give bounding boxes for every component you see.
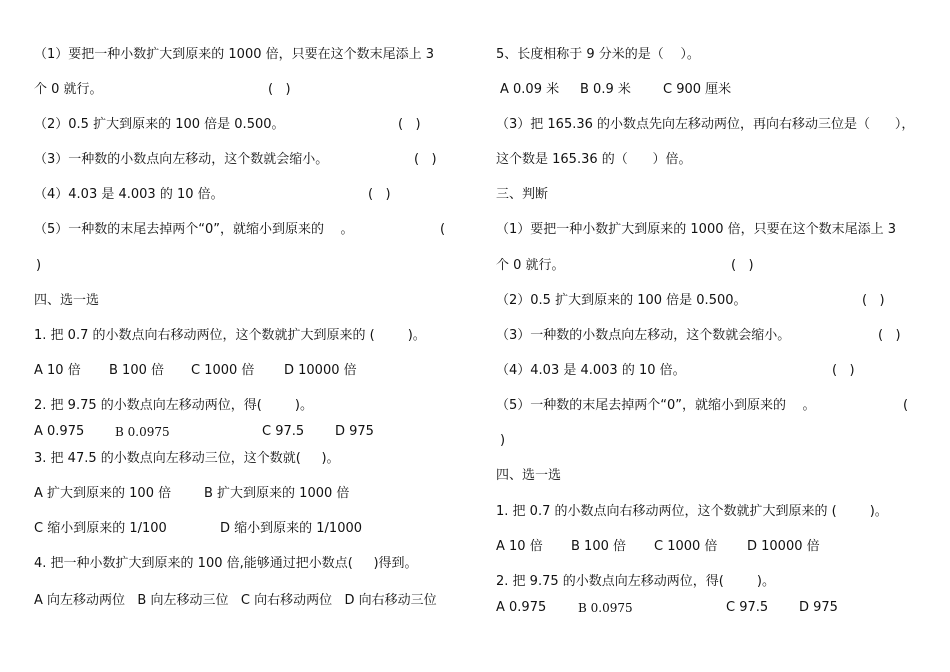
option-b: B 0.0975 [578,601,633,615]
judge-1-line-2: 个 0 就行。 [34,82,103,97]
answer-bracket-close: ) [36,258,42,273]
judge-4: （4）4.03 是 4.003 的 10 倍。 [34,187,224,202]
answer-bracket: ( ) [878,328,901,343]
fill-question-3-line-2: 这个数是 165.36 的（ ）倍。 [496,152,692,167]
option-c: C 1000 倍 [654,539,718,554]
option-a: A 10 倍 [496,539,543,554]
judge-5: （5）一种数的末尾去掉两个“0”，就缩小到原来的 。 [34,222,354,237]
option-b: B 100 倍 [571,539,626,554]
option-b: B 100 倍 [109,363,164,378]
option-a: A 0.975 [496,600,547,615]
option-d: D 10000 倍 [747,539,820,554]
answer-bracket: ( ) [414,152,437,167]
option-b: B 0.9 米 [580,82,631,97]
option-d: D 975 [799,600,838,615]
option-c: C 97.5 [726,600,769,615]
option-c: C 900 厘米 [663,82,732,97]
choice-question-5: 5、长度相称于 9 分米的是（ ）。 [496,47,700,62]
choice-question-2: 2. 把 9.75 的小数点向左移动两位，得( )。 [496,574,775,589]
option-c: C 1000 倍 [191,363,255,378]
judge-3: （3）一种数的小数点向左移动，这个数就会缩小。 [34,152,329,167]
answer-bracket: ( ) [398,117,421,132]
choice-question-1: 1. 把 0.7 的小数点向右移动两位，这个数就扩大到原来的 ( )。 [496,504,888,519]
judge-4: （4）4.03 是 4.003 的 10 倍。 [496,363,686,378]
judge-1-line-2: 个 0 就行。 [496,258,565,273]
option-c: C 缩小到原来的 1/100 [34,521,167,536]
answer-bracket-open: ( [440,222,446,237]
judge-2: （2）0.5 扩大到原来的 100 倍是 0.500。 [34,117,285,132]
option-a: A 0.975 [34,424,85,439]
option-c: C 97.5 [262,424,305,439]
option-a: A 扩大到原来的 100 倍 [34,486,172,501]
judge-1-line-1: （1）要把一种小数扩大到原来的 1000 倍，只要在这个数末尾添上 3 [34,47,435,62]
fill-question-3-line-1: （3）把 165.36 的小数点先向左移动两位，再向右移动三位是（ ）， [496,117,915,132]
option-a: A 0.09 米 [500,82,560,97]
section-heading: 三、判断 [496,187,549,202]
option-d: D 10000 倍 [284,363,357,378]
option-b: B 0.0975 [115,425,170,439]
choice-question-4: 4. 把一种小数扩大到原来的 100 倍,能够通过把小数点( )得到。 [34,556,418,571]
option-b: B 扩大到原来的 1000 倍 [204,486,350,501]
answer-bracket: ( ) [268,82,291,97]
judge-5: （5）一种数的末尾去掉两个“0”，就缩小到原来的 。 [496,398,816,413]
choice-question-1: 1. 把 0.7 的小数点向右移动两位，这个数就扩大到原来的 ( )。 [34,328,426,343]
answer-bracket: ( ) [832,363,855,378]
answer-bracket: ( ) [731,258,754,273]
choice-question-3: 3. 把 47.5 的小数点向左移动三位，这个数就( )。 [34,451,340,466]
judge-3: （3）一种数的小数点向左移动，这个数就会缩小。 [496,328,791,343]
option-d: D 975 [335,424,374,439]
choice-question-2: 2. 把 9.75 的小数点向左移动两位，得( )。 [34,398,313,413]
option-d: D 缩小到原来的 1/1000 [220,521,363,536]
answer-bracket: ( ) [368,187,391,202]
section-heading: 四、选一选 [496,468,562,483]
answer-bracket: ( ) [862,293,885,308]
answer-bracket-close: ) [500,433,506,448]
judge-1-line-1: （1）要把一种小数扩大到原来的 1000 倍，只要在这个数末尾添上 3 [496,222,897,237]
judge-2: （2）0.5 扩大到原来的 100 倍是 0.500。 [496,293,747,308]
section-heading: 四、选一选 [34,293,100,308]
answer-bracket-open: ( [903,398,909,413]
options-row: A 向左移动两位 B 向左移动三位 C 向右移动两位 D 向右移动三位 [34,593,437,608]
option-a: A 10 倍 [34,363,81,378]
